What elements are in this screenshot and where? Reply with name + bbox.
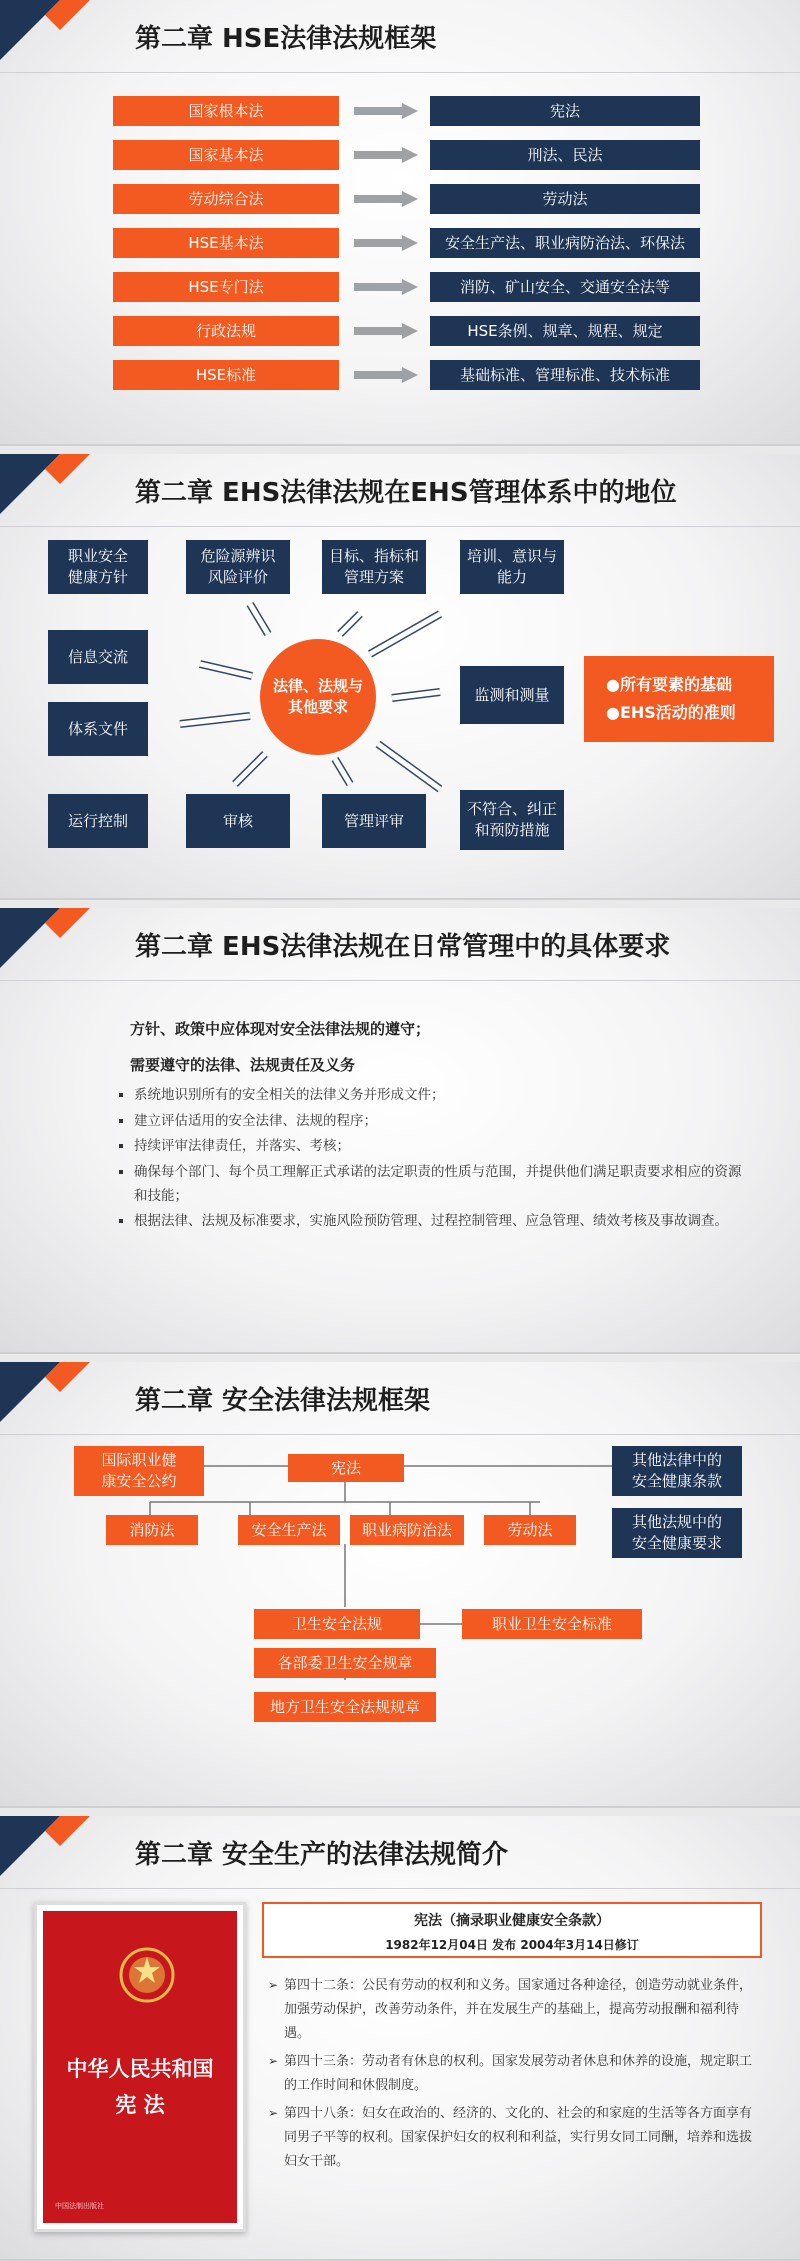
level-label: HSE专门法 [113,272,339,302]
level-label: 行政法规 [113,316,339,346]
arrow-right-icon [354,103,418,119]
heading-policy: 方针、政策中应体现对安全法律法规的遵守； [130,1020,431,1038]
arrow-bullet-icon: ➢ [268,2106,279,2121]
arrow-right-icon [354,235,418,251]
article-text: 第四十二条：公民有劳动的权利和义务。国家通过各种途径，创造劳动就业条件，加强劳动保护，改善劳动条件，并在发展生产的基础上，提高劳动报酬和福利待遇。 [284,1978,753,2042]
requirements-list [112,1084,744,1236]
box-intl-convention: 国际职业健 康安全公约 [74,1446,204,1496]
slide-hse-framework [0,0,800,446]
level-label: HSE基本法 [113,228,339,258]
arrow-bullet-icon: ➢ [268,2054,279,2069]
box-fire-law: 消防法 [106,1515,198,1545]
box-objectives: 目标、指标和 管理方案 [322,540,426,594]
article-item [268,2050,762,2098]
level-label: 劳动综合法 [113,184,339,214]
corner-decoration [0,1816,130,1886]
law-example: HSE条例、规章、规程、规定 [430,316,700,346]
box-documents: 体系文件 [48,702,148,756]
level-label: HSE标准 [113,360,339,390]
article-text: 第四十八条：妇女在政治的、经济的、文化的、社会的和家庭的生活等各方面享有同男子平等的权利。国家保护妇女的权利和利益，实行男女同工同酬，培养和选拔妇女干部。 [284,2106,753,2170]
box-communication: 信息交流 [48,630,148,684]
list-item: ▪ 建立评估适用的安全法律、法规的程序； [134,1110,744,1134]
slide-ehs-position [0,454,800,900]
slide-daily-requirements [0,908,800,1354]
box-constitution: 宪法 [288,1454,404,1482]
slide-law-introduction [0,1816,800,2261]
box-local-rules: 地方卫生安全法规规章 [254,1692,436,1722]
law-example: 基础标准、管理标准、技术标准 [430,360,700,390]
arrow-right-icon [354,191,418,207]
slide-title: 第二章 安全生产的法律法规简介 [135,1840,509,1870]
box-monitoring: 监测和测量 [460,666,564,724]
list-item: ▪ 确保每个部门、每个员工理解正式承诺的法定职责的性质与范围，并提供他们满足职责要求相应的资源和技能； [134,1161,744,1208]
box-production-safety-law: 安全生产法 [238,1515,340,1545]
slide-title: 第二章 EHS法律法规在日常管理中的具体要求 [135,932,671,962]
law-example: 安全生产法、职业病防治法、环保法 [430,228,700,258]
arrow-right-icon [354,279,418,295]
article-item [268,2102,762,2174]
box-labor-law: 劳动法 [484,1515,576,1545]
article-header-title: 宪法（摘录职业健康安全条款） [414,1913,610,1929]
highlight-line-2: ●EHS活动的准则 [606,703,736,722]
article-item [268,1974,762,2046]
box-other-regulations: 其他法规中的 安全健康要求 [612,1508,742,1558]
box-audit: 审核 [186,794,290,848]
book-title: 中华人民共和国 宪 法 [66,2056,214,2117]
framework-connectors [0,1362,800,1806]
constitution-book-cover [34,1902,246,2232]
box-nonconformity: 不符合、纠正 和预防措施 [460,790,564,850]
box-review: 管理评审 [322,794,426,848]
arrow-right-icon [354,147,418,163]
article-header [262,1902,762,1958]
level-label: 国家基本法 [113,140,339,170]
slide-safety-law-framework [0,1362,800,1808]
box-training: 培训、意识与 能力 [460,540,564,594]
corner-decoration [0,0,130,70]
box-hazard: 危险源辨识 风险评价 [186,540,290,594]
law-example: 宪法 [430,96,700,126]
box-occupational-standard: 职业卫生安全标准 [462,1609,642,1639]
box-other-laws: 其他法律中的 安全健康条款 [612,1446,742,1496]
article-list [268,1974,762,2178]
book-publisher: 中国法制出版社 [55,2202,104,2210]
box-operation: 运行控制 [48,794,148,848]
law-example: 劳动法 [430,184,700,214]
list-item: ▪ 持续评审法律责任，并落实、考核； [134,1135,744,1159]
slide-title: 第二章 HSE法律法规框架 [135,24,437,54]
box-hygiene-regulations: 卫生安全法规 [254,1609,420,1639]
title-divider [0,72,800,73]
law-example: 刑法、民法 [430,140,700,170]
national-emblem-icon [117,1945,177,2005]
level-label: 国家根本法 [113,96,339,126]
slide-title: 第二章 EHS法律法规在EHS管理体系中的地位 [135,478,677,508]
center-label: 法律、法规与 其他要求 [272,677,363,716]
highlight-box [584,656,774,742]
list-item: ▪ 根据法律、法规及标准要求，实施风险预防管理、过程控制管理、应急管理、绩效考核及事故调查。 [134,1210,744,1234]
article-text: 第四十三条：劳动者有休息的权利。国家发展劳动者休息和休养的设施，规定职工的工作时间和休假制度。 [284,2054,753,2094]
title-divider [0,980,800,981]
title-divider [0,1888,800,1889]
arrow-right-icon [354,323,418,339]
article-header-dates: 1982年12月04日 发布 2004年3月14日修订 [385,1938,639,1952]
arrow-right-icon [354,367,418,383]
list-item: ▪ 系统地识别所有的安全相关的法律义务并形成文件； [134,1084,744,1108]
arrow-bullet-icon: ➢ [268,1978,279,1992]
box-policy: 职业安全 健康方针 [48,540,148,594]
corner-decoration [0,908,130,978]
box-occupational-disease-law: 职业病防治法 [350,1515,464,1545]
law-example: 消防、矿山安全、交通安全法等 [430,272,700,302]
box-ministry-rules: 各部委卫生安全规章 [254,1648,436,1678]
heading-obligations: 需要遵守的法律、法规责任及义务 [130,1056,356,1074]
highlight-line-1: ●所有要素的基础 [606,674,732,694]
slide-title: 第二章 安全法律法规框架 [135,1386,431,1416]
